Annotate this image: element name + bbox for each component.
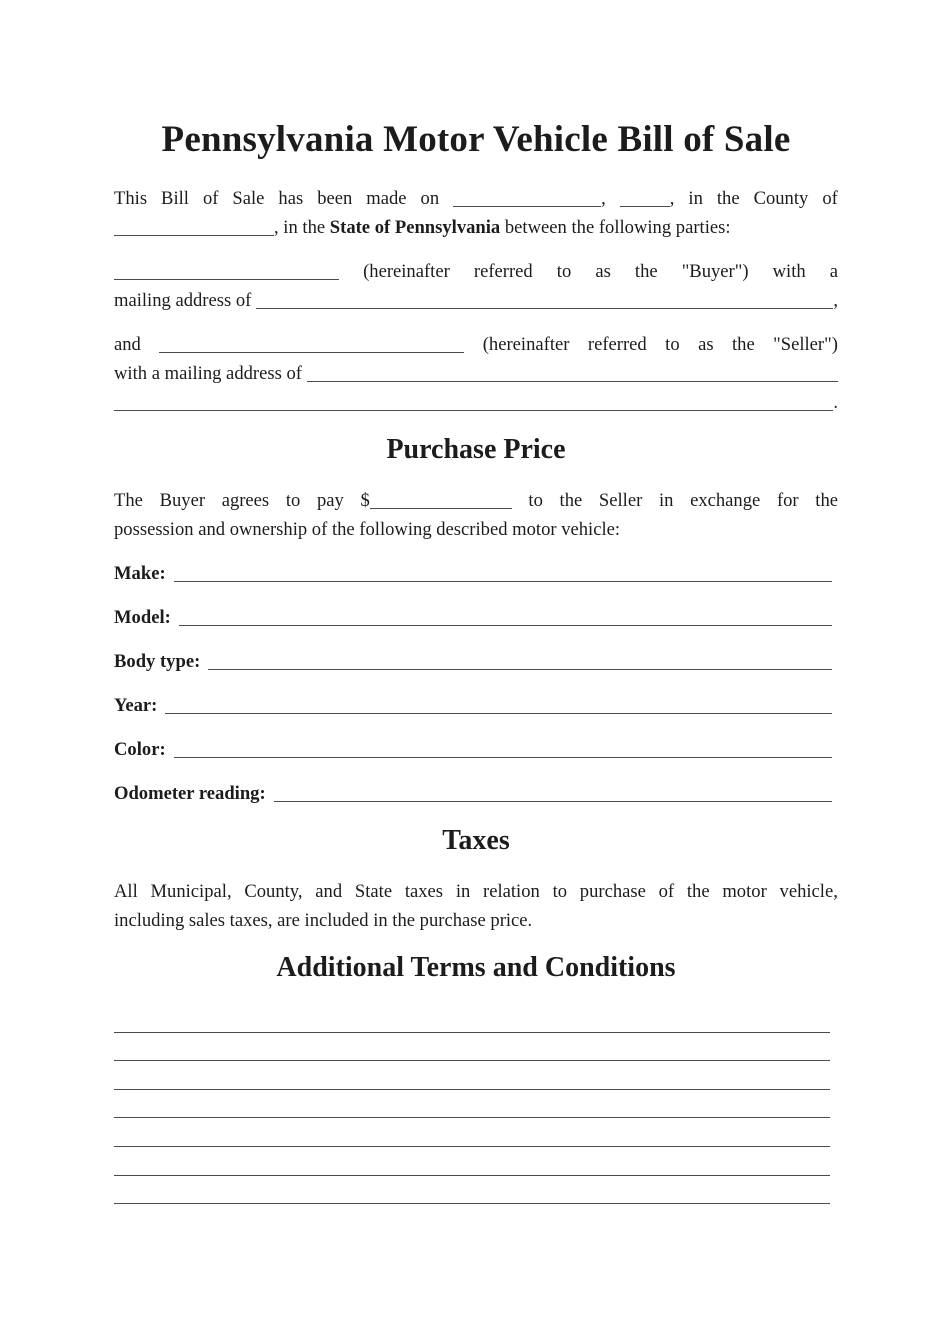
text-run: State of Pennsylvania: [329, 217, 501, 238]
buyer-paragraph: [114, 257, 838, 315]
sale-year-blank[interactable]: [620, 184, 670, 207]
text-run: ,: [669, 188, 675, 209]
text-run: relation: [483, 881, 540, 902]
document-title: Pennsylvania Motor Vehicle Bill of Sale: [161, 119, 791, 160]
text-run: taxes: [404, 881, 444, 902]
text-run: of: [202, 188, 219, 209]
text-run: mailing address of: [114, 290, 257, 311]
purchase-price-paragraph: [114, 486, 838, 544]
text-run: the: [634, 261, 658, 282]
taxes-heading: Taxes: [442, 825, 510, 856]
document-body: [114, 184, 838, 1204]
text-line: [114, 286, 838, 315]
text-line: [114, 486, 838, 515]
purchase-price-blank[interactable]: [370, 486, 512, 509]
seller-name-blank[interactable]: [159, 330, 464, 353]
text-line: [114, 257, 838, 286]
text-run: referred: [473, 261, 533, 282]
terms-line[interactable]: [114, 1004, 830, 1033]
model-field: [114, 603, 838, 632]
text-run: with a mailing address of: [114, 363, 307, 384]
make-label: Make:: [114, 563, 166, 584]
text-run: "Buyer"): [681, 261, 749, 282]
year-field: [114, 691, 838, 720]
text-run: as: [595, 261, 611, 282]
buyer-address-blank[interactable]: [256, 286, 833, 309]
intro-paragraph: [114, 184, 838, 242]
text-run: has: [278, 188, 304, 209]
additional-terms-heading: Additional Terms and Conditions: [276, 952, 676, 983]
additional-terms-lines: [114, 1004, 838, 1204]
text-run: All: [114, 881, 138, 902]
blank-group: [360, 486, 511, 515]
text-run: and: [114, 334, 141, 355]
text-run: in: [455, 881, 471, 902]
blank-group: [453, 184, 606, 213]
seller-address-blank[interactable]: [307, 359, 838, 382]
text-run: ,: [833, 290, 838, 311]
text-line: [114, 213, 838, 242]
text-run: to: [552, 881, 568, 902]
text-run: Bill: [161, 188, 189, 209]
text-line: [114, 184, 838, 213]
text-run: to: [528, 490, 543, 511]
text-run: Seller: [598, 490, 643, 511]
text-run: State: [354, 881, 393, 902]
text-run: a: [829, 261, 838, 282]
county-blank[interactable]: [114, 213, 274, 236]
text-line: [114, 515, 838, 544]
text-run: , in the: [274, 217, 330, 238]
text-run: motor: [722, 881, 767, 902]
odometer-reading-blank[interactable]: [274, 779, 832, 802]
text-run: the: [559, 490, 583, 511]
blank-group: [620, 184, 675, 213]
text-run: Buyer: [159, 490, 206, 511]
text-run: to: [556, 261, 572, 282]
text-run: Sale: [232, 188, 265, 209]
text-line: [114, 877, 838, 906]
text-run: "Seller"): [773, 334, 838, 355]
text-run: vehicle,: [779, 881, 838, 902]
terms-line[interactable]: [114, 1090, 830, 1119]
text-run: .: [833, 392, 838, 413]
text-run: on: [420, 188, 440, 209]
color-field: [114, 735, 838, 764]
seller-paragraph: [114, 330, 838, 417]
body-type-field: [114, 647, 838, 676]
buyer-name-blank[interactable]: [114, 257, 339, 280]
text-run: County: [753, 188, 809, 209]
text-run: $: [360, 490, 370, 511]
odometer-reading-label: Odometer reading:: [114, 783, 266, 804]
color-blank[interactable]: [174, 735, 832, 758]
text-run: as: [698, 334, 714, 355]
sale-date-blank[interactable]: [453, 184, 601, 207]
seller-address-blank-2[interactable]: [114, 388, 833, 411]
text-run: This: [114, 188, 148, 209]
text-run: in: [658, 490, 674, 511]
text-run: the: [716, 188, 740, 209]
text-run: made: [366, 188, 407, 209]
text-run: for: [776, 490, 799, 511]
text-run: ,: [601, 188, 606, 209]
text-run: (hereinafter: [482, 334, 570, 355]
text-run: (hereinafter: [363, 261, 450, 282]
text-run: possession and ownership of the following described motor vehicle:: [114, 519, 621, 540]
text-run: the: [815, 490, 838, 511]
color-label: Color:: [114, 739, 166, 760]
model-blank[interactable]: [179, 603, 832, 626]
text-run: of: [822, 188, 838, 209]
terms-line[interactable]: [114, 1118, 830, 1147]
text-line: [114, 388, 838, 417]
text-run: with: [772, 261, 806, 282]
text-run: in: [688, 188, 703, 209]
terms-line[interactable]: [114, 1033, 830, 1062]
text-run: purchase: [579, 881, 646, 902]
taxes-paragraph: [114, 877, 838, 935]
text-run: to: [665, 334, 680, 355]
text-run: the: [686, 881, 710, 902]
make-field: [114, 559, 838, 588]
text-run: County,: [244, 881, 303, 902]
make-blank[interactable]: [174, 559, 832, 582]
odometer-reading-field: [114, 779, 838, 808]
terms-line[interactable]: [114, 1061, 830, 1090]
body-type-label: Body type:: [114, 651, 201, 672]
purchase-price-heading: Purchase Price: [386, 434, 566, 465]
text-run: including sales taxes, are included in the purchase price.: [114, 910, 533, 931]
text-run: exchange: [690, 490, 761, 511]
year-blank[interactable]: [165, 691, 832, 714]
text-run: pay: [316, 490, 344, 511]
text-run: The: [114, 490, 143, 511]
text-run: referred: [587, 334, 647, 355]
body-type-blank[interactable]: [208, 647, 832, 670]
terms-line[interactable]: [114, 1176, 830, 1205]
text-run: between the following parties:: [500, 217, 731, 238]
text-run: of: [658, 881, 675, 902]
text-line: [114, 906, 838, 935]
text-run: the: [732, 334, 755, 355]
text-line: [114, 359, 838, 388]
text-run: agrees: [221, 490, 270, 511]
text-run: to: [285, 490, 301, 511]
model-label: Model:: [114, 607, 171, 628]
terms-line[interactable]: [114, 1147, 830, 1176]
text-line: [114, 330, 838, 359]
text-run: and: [315, 881, 343, 902]
text-run: been: [317, 188, 353, 209]
text-run: Municipal,: [150, 881, 232, 902]
year-label: Year:: [114, 695, 158, 716]
